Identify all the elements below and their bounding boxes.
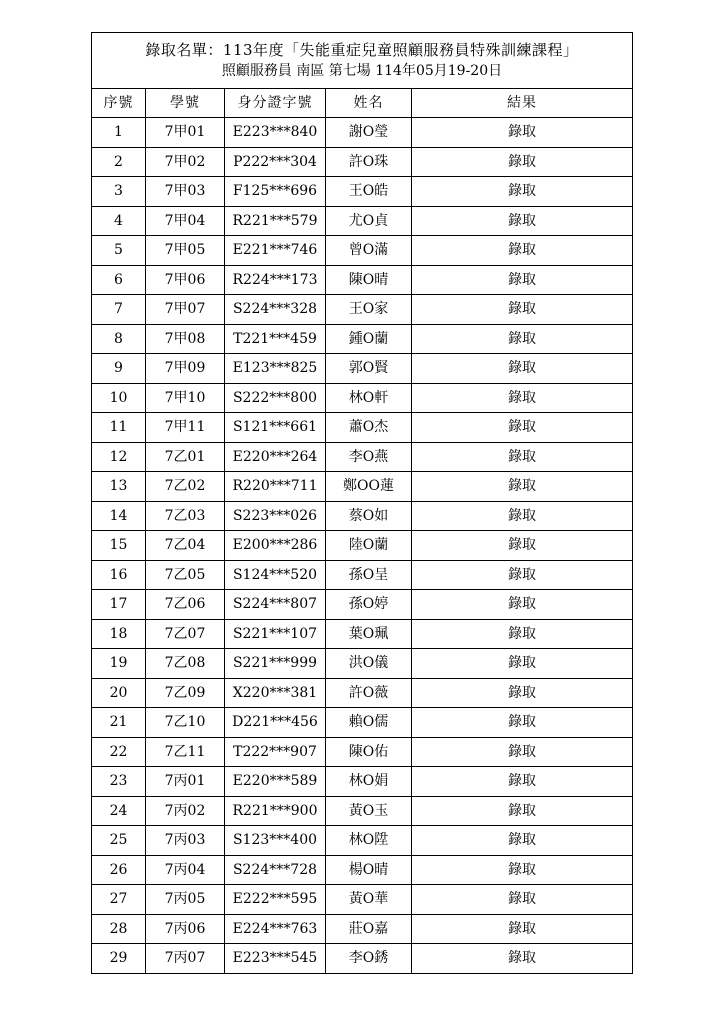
- cell-no: 22: [92, 737, 146, 767]
- cell-no: 21: [92, 708, 146, 738]
- cell-id-number: D221***456: [225, 708, 326, 738]
- cell-name: 林O娟: [326, 767, 412, 797]
- cell-student-id: 7乙01: [146, 442, 225, 472]
- cell-student-id: 7甲10: [146, 383, 225, 413]
- cell-id-number: S121***661: [225, 413, 326, 443]
- table-row: [92, 678, 633, 708]
- cell-name: 李O燕: [326, 442, 412, 472]
- cell-student-id: 7丙02: [146, 796, 225, 826]
- cell-result: 錄取: [412, 236, 633, 266]
- cell-student-id: 7丙05: [146, 885, 225, 915]
- cell-student-id: 7甲02: [146, 147, 225, 177]
- table-row: [92, 354, 633, 384]
- cell-student-id: 7甲07: [146, 295, 225, 325]
- cell-name: 莊O嘉: [326, 914, 412, 944]
- cell-no: 8: [92, 324, 146, 354]
- cell-no: 19: [92, 649, 146, 679]
- table-header-row: [92, 89, 633, 118]
- cell-id-number: P222***304: [225, 147, 326, 177]
- cell-id-number: S224***807: [225, 590, 326, 620]
- admission-list-sheet: [91, 32, 632, 974]
- cell-student-id: 7丙01: [146, 767, 225, 797]
- table-row: [92, 708, 633, 738]
- cell-name: 王O家: [326, 295, 412, 325]
- cell-name: 葉O珮: [326, 619, 412, 649]
- cell-name: 鄭OO蓮: [326, 472, 412, 502]
- table-row: [92, 767, 633, 797]
- cell-no: 13: [92, 472, 146, 502]
- cell-name: 洪O儀: [326, 649, 412, 679]
- cell-student-id: 7乙07: [146, 619, 225, 649]
- cell-result: 錄取: [412, 944, 633, 974]
- cell-name: 郭O賢: [326, 354, 412, 384]
- cell-no: 16: [92, 560, 146, 590]
- header-result: 結果: [412, 89, 633, 118]
- cell-no: 26: [92, 855, 146, 885]
- document-title: [92, 33, 633, 89]
- table-body: [92, 118, 633, 974]
- cell-name: 孫O呈: [326, 560, 412, 590]
- cell-result: 錄取: [412, 324, 633, 354]
- table-row: [92, 649, 633, 679]
- table-row: [92, 177, 633, 207]
- cell-result: 錄取: [412, 885, 633, 915]
- cell-id-number: S223***026: [225, 501, 326, 531]
- cell-id-number: E220***264: [225, 442, 326, 472]
- cell-name: 孫O婷: [326, 590, 412, 620]
- cell-id-number: E223***545: [225, 944, 326, 974]
- cell-no: 10: [92, 383, 146, 413]
- cell-id-number: E220***589: [225, 767, 326, 797]
- table-row: [92, 413, 633, 443]
- cell-no: 9: [92, 354, 146, 384]
- cell-student-id: 7甲03: [146, 177, 225, 207]
- header-name: 姓名: [326, 89, 412, 118]
- cell-id-number: S222***800: [225, 383, 326, 413]
- cell-result: 錄取: [412, 737, 633, 767]
- cell-id-number: S124***520: [225, 560, 326, 590]
- cell-id-number: R220***711: [225, 472, 326, 502]
- cell-id-number: S224***328: [225, 295, 326, 325]
- cell-result: 錄取: [412, 826, 633, 856]
- cell-id-number: S224***728: [225, 855, 326, 885]
- cell-result: 錄取: [412, 147, 633, 177]
- cell-id-number: E222***595: [225, 885, 326, 915]
- cell-result: 錄取: [412, 206, 633, 236]
- cell-result: 錄取: [412, 442, 633, 472]
- cell-no: 25: [92, 826, 146, 856]
- cell-student-id: 7丙04: [146, 855, 225, 885]
- cell-student-id: 7乙02: [146, 472, 225, 502]
- cell-id-number: T221***459: [225, 324, 326, 354]
- cell-id-number: X220***381: [225, 678, 326, 708]
- cell-name: 陳O佑: [326, 737, 412, 767]
- cell-no: 5: [92, 236, 146, 266]
- header-no: 序號: [92, 89, 146, 118]
- cell-name: 許O薇: [326, 678, 412, 708]
- title-line-2: 照顧服務員 南區 第七場 114年05月19-20日: [221, 63, 503, 79]
- cell-name: 賴O儒: [326, 708, 412, 738]
- table-row: [92, 118, 633, 148]
- cell-name: 許O珠: [326, 147, 412, 177]
- cell-no: 7: [92, 295, 146, 325]
- cell-result: 錄取: [412, 177, 633, 207]
- cell-no: 4: [92, 206, 146, 236]
- cell-no: 29: [92, 944, 146, 974]
- cell-no: 6: [92, 265, 146, 295]
- cell-no: 11: [92, 413, 146, 443]
- cell-result: 錄取: [412, 796, 633, 826]
- cell-no: 17: [92, 590, 146, 620]
- cell-id-number: E223***840: [225, 118, 326, 148]
- cell-name: 黃O華: [326, 885, 412, 915]
- cell-no: 24: [92, 796, 146, 826]
- cell-name: 尤O貞: [326, 206, 412, 236]
- cell-name: 蕭O杰: [326, 413, 412, 443]
- table-row: [92, 295, 633, 325]
- cell-id-number: E224***763: [225, 914, 326, 944]
- cell-result: 錄取: [412, 472, 633, 502]
- cell-no: 3: [92, 177, 146, 207]
- cell-student-id: 7甲08: [146, 324, 225, 354]
- cell-student-id: 7乙11: [146, 737, 225, 767]
- cell-result: 錄取: [412, 855, 633, 885]
- table-row: [92, 531, 633, 561]
- cell-student-id: 7乙05: [146, 560, 225, 590]
- cell-result: 錄取: [412, 767, 633, 797]
- cell-result: 錄取: [412, 383, 633, 413]
- cell-id-number: E200***286: [225, 531, 326, 561]
- cell-student-id: 7甲05: [146, 236, 225, 266]
- cell-name: 林O軒: [326, 383, 412, 413]
- table-row: [92, 383, 633, 413]
- table-row: [92, 560, 633, 590]
- table-row: [92, 885, 633, 915]
- title-line-1: 錄取名單：113年度「失能重症兒童照顧服務員特殊訓練課程」: [145, 41, 579, 59]
- table-row: [92, 855, 633, 885]
- table-row: [92, 265, 633, 295]
- cell-student-id: 7乙06: [146, 590, 225, 620]
- cell-student-id: 7丙07: [146, 944, 225, 974]
- table-row: [92, 914, 633, 944]
- cell-no: 20: [92, 678, 146, 708]
- cell-result: 錄取: [412, 560, 633, 590]
- cell-student-id: 7丙06: [146, 914, 225, 944]
- cell-name: 林O陞: [326, 826, 412, 856]
- cell-name: 黃O玉: [326, 796, 412, 826]
- cell-name: 曾O滿: [326, 236, 412, 266]
- table-row: [92, 590, 633, 620]
- cell-id-number: S221***999: [225, 649, 326, 679]
- cell-name: 楊O晴: [326, 855, 412, 885]
- table-row: [92, 236, 633, 266]
- table-row: [92, 737, 633, 767]
- cell-no: 28: [92, 914, 146, 944]
- cell-id-number: R221***900: [225, 796, 326, 826]
- cell-result: 錄取: [412, 265, 633, 295]
- cell-name: 陳O晴: [326, 265, 412, 295]
- cell-result: 錄取: [412, 914, 633, 944]
- cell-result: 錄取: [412, 590, 633, 620]
- cell-student-id: 7乙03: [146, 501, 225, 531]
- cell-result: 錄取: [412, 649, 633, 679]
- admission-table: [91, 32, 633, 974]
- cell-student-id: 7甲01: [146, 118, 225, 148]
- cell-id-number: T222***907: [225, 737, 326, 767]
- table-row: [92, 324, 633, 354]
- cell-no: 23: [92, 767, 146, 797]
- cell-name: 鍾O蘭: [326, 324, 412, 354]
- cell-result: 錄取: [412, 413, 633, 443]
- cell-student-id: 7甲04: [146, 206, 225, 236]
- cell-no: 12: [92, 442, 146, 472]
- cell-result: 錄取: [412, 354, 633, 384]
- cell-id-number: R224***173: [225, 265, 326, 295]
- cell-student-id: 7甲11: [146, 413, 225, 443]
- cell-id-number: E221***746: [225, 236, 326, 266]
- table-row: [92, 147, 633, 177]
- cell-student-id: 7甲09: [146, 354, 225, 384]
- table-row: [92, 826, 633, 856]
- cell-result: 錄取: [412, 295, 633, 325]
- cell-no: 1: [92, 118, 146, 148]
- cell-id-number: E123***825: [225, 354, 326, 384]
- table-row: [92, 472, 633, 502]
- cell-no: 2: [92, 147, 146, 177]
- cell-result: 錄取: [412, 708, 633, 738]
- cell-student-id: 7乙04: [146, 531, 225, 561]
- table-row: [92, 944, 633, 974]
- cell-name: 陸O蘭: [326, 531, 412, 561]
- cell-name: 謝O瑩: [326, 118, 412, 148]
- cell-name: 王O皓: [326, 177, 412, 207]
- header-student-id: 學號: [146, 89, 225, 118]
- table-row: [92, 796, 633, 826]
- table-row: [92, 501, 633, 531]
- cell-no: 18: [92, 619, 146, 649]
- cell-no: 15: [92, 531, 146, 561]
- header-id-number: 身分證字號: [225, 89, 326, 118]
- cell-id-number: S221***107: [225, 619, 326, 649]
- table-row: [92, 206, 633, 236]
- cell-id-number: F125***696: [225, 177, 326, 207]
- cell-name: 李O銹: [326, 944, 412, 974]
- cell-student-id: 7乙10: [146, 708, 225, 738]
- cell-id-number: S123***400: [225, 826, 326, 856]
- table-row: [92, 619, 633, 649]
- cell-no: 14: [92, 501, 146, 531]
- cell-result: 錄取: [412, 531, 633, 561]
- cell-result: 錄取: [412, 501, 633, 531]
- cell-id-number: R221***579: [225, 206, 326, 236]
- cell-no: 27: [92, 885, 146, 915]
- cell-name: 蔡O如: [326, 501, 412, 531]
- cell-student-id: 7乙09: [146, 678, 225, 708]
- cell-result: 錄取: [412, 678, 633, 708]
- table-row: [92, 442, 633, 472]
- cell-student-id: 7乙08: [146, 649, 225, 679]
- cell-student-id: 7甲06: [146, 265, 225, 295]
- cell-student-id: 7丙03: [146, 826, 225, 856]
- cell-result: 錄取: [412, 619, 633, 649]
- cell-result: 錄取: [412, 118, 633, 148]
